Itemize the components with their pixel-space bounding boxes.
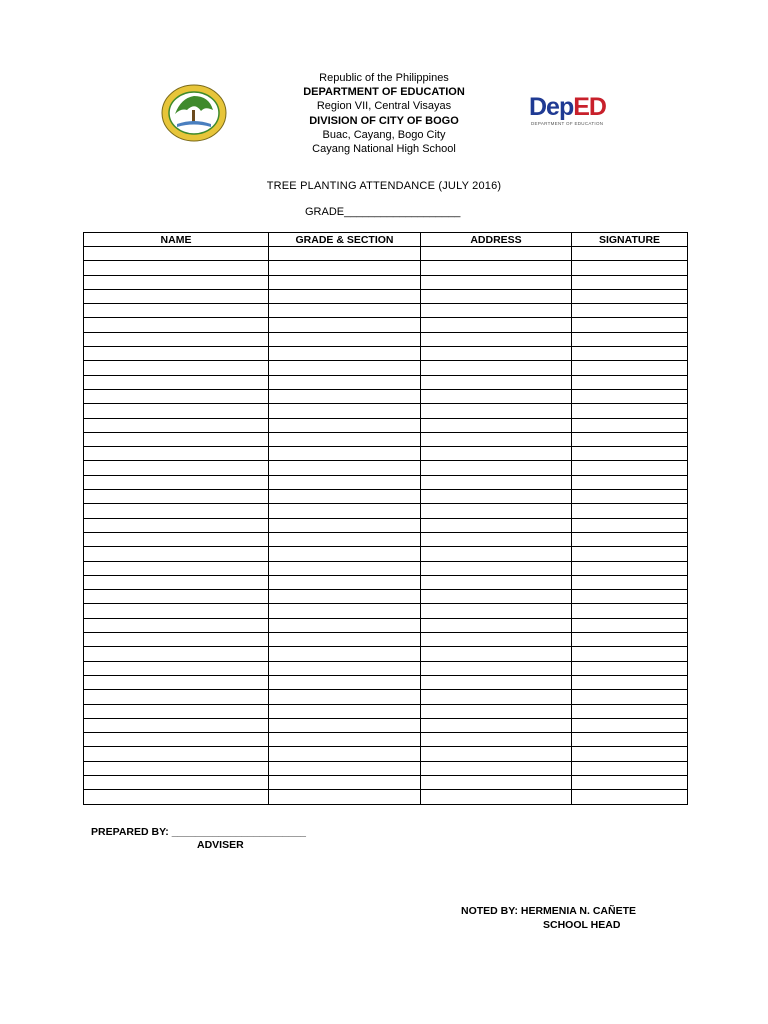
name-cell xyxy=(84,404,269,418)
grade-section-cell xyxy=(269,289,421,303)
school-seal-icon xyxy=(161,84,227,142)
address-cell xyxy=(421,775,572,789)
name-cell xyxy=(84,633,269,647)
address-cell xyxy=(421,318,572,332)
signature-cell xyxy=(572,775,688,789)
grade-section-cell xyxy=(269,704,421,718)
table-row xyxy=(84,432,688,446)
table-row xyxy=(84,575,688,589)
address-cell xyxy=(421,661,572,675)
name-cell xyxy=(84,289,269,303)
grade-section-cell xyxy=(269,761,421,775)
name-cell xyxy=(84,647,269,661)
grade-section-cell xyxy=(269,318,421,332)
signature-cell xyxy=(572,790,688,804)
signature-cell xyxy=(572,761,688,775)
table-row xyxy=(84,261,688,275)
signature-cell xyxy=(572,275,688,289)
signature-cell xyxy=(572,389,688,403)
address-cell xyxy=(421,347,572,361)
grade-section-cell xyxy=(269,575,421,589)
table-row xyxy=(84,718,688,732)
address-cell xyxy=(421,289,572,303)
address-cell xyxy=(421,604,572,618)
grade-section-cell xyxy=(269,733,421,747)
attendance-table xyxy=(83,232,688,805)
signature-cell xyxy=(572,304,688,318)
header-department: DEPARTMENT OF EDUCATION xyxy=(303,86,465,99)
column-header-grade-section: GRADE & SECTION xyxy=(269,233,421,247)
grade-section-cell xyxy=(269,461,421,475)
address-cell xyxy=(421,361,572,375)
name-cell xyxy=(84,690,269,704)
address-cell xyxy=(421,247,572,261)
grade-section-cell xyxy=(269,618,421,632)
address-cell xyxy=(421,733,572,747)
deped-logo-subtitle: DEPARTMENT OF EDUCATION xyxy=(531,121,604,126)
signature-cell xyxy=(572,461,688,475)
table-row xyxy=(84,461,688,475)
table-row xyxy=(84,289,688,303)
column-header-signature: SIGNATURE xyxy=(572,233,688,247)
grade-field: GRADE___________________ xyxy=(305,206,461,218)
grade-section-cell xyxy=(269,547,421,561)
name-cell xyxy=(84,661,269,675)
table-row xyxy=(84,590,688,604)
signature-cell xyxy=(572,704,688,718)
address-cell xyxy=(421,461,572,475)
table-row xyxy=(84,404,688,418)
school-head-label: SCHOOL HEAD xyxy=(543,919,621,931)
signature-cell xyxy=(572,518,688,532)
name-cell xyxy=(84,775,269,789)
grade-section-cell xyxy=(269,661,421,675)
address-cell xyxy=(421,532,572,546)
name-cell xyxy=(84,675,269,689)
signature-cell xyxy=(572,289,688,303)
name-cell xyxy=(84,704,269,718)
table-row xyxy=(84,690,688,704)
signature-cell xyxy=(572,318,688,332)
signature-cell xyxy=(572,447,688,461)
grade-section-cell xyxy=(269,775,421,789)
signature-cell xyxy=(572,332,688,346)
name-cell xyxy=(84,747,269,761)
signature-cell xyxy=(572,504,688,518)
signature-cell xyxy=(572,247,688,261)
table-row xyxy=(84,561,688,575)
address-cell xyxy=(421,718,572,732)
signature-cell xyxy=(572,404,688,418)
name-cell xyxy=(84,518,269,532)
signature-cell xyxy=(572,361,688,375)
table-row xyxy=(84,775,688,789)
table-row xyxy=(84,275,688,289)
grade-section-cell xyxy=(269,675,421,689)
signature-cell xyxy=(572,675,688,689)
signature-cell xyxy=(572,618,688,632)
table-row xyxy=(84,304,688,318)
grade-section-cell xyxy=(269,389,421,403)
grade-section-cell xyxy=(269,375,421,389)
header-school: Cayang National High School xyxy=(312,143,456,156)
address-cell xyxy=(421,432,572,446)
grade-section-cell xyxy=(269,532,421,546)
table-row xyxy=(84,318,688,332)
name-cell xyxy=(84,347,269,361)
grade-section-cell xyxy=(269,633,421,647)
name-cell xyxy=(84,618,269,632)
address-cell xyxy=(421,547,572,561)
grade-section-cell xyxy=(269,347,421,361)
signature-cell xyxy=(572,647,688,661)
grade-section-cell xyxy=(269,590,421,604)
table-row xyxy=(84,790,688,804)
table-row xyxy=(84,618,688,632)
address-cell xyxy=(421,418,572,432)
address-cell xyxy=(421,389,572,403)
table-row xyxy=(84,332,688,346)
name-cell xyxy=(84,432,269,446)
deped-logo-text-ed: ED xyxy=(573,93,606,121)
signature-cell xyxy=(572,690,688,704)
address-cell xyxy=(421,261,572,275)
signature-cell xyxy=(572,418,688,432)
table-row xyxy=(84,375,688,389)
header-address: Buac, Cayang, Bogo City xyxy=(322,128,446,141)
grade-section-cell xyxy=(269,475,421,489)
grade-section-cell xyxy=(269,361,421,375)
signature-cell xyxy=(572,590,688,604)
table-row xyxy=(84,647,688,661)
name-cell xyxy=(84,275,269,289)
grade-section-cell xyxy=(269,561,421,575)
name-cell xyxy=(84,261,269,275)
grade-section-cell xyxy=(269,332,421,346)
grade-section-cell xyxy=(269,747,421,761)
deped-logo-icon xyxy=(529,93,606,130)
address-cell xyxy=(421,447,572,461)
column-header-name: NAME xyxy=(84,233,269,247)
name-cell xyxy=(84,504,269,518)
grade-section-cell xyxy=(269,790,421,804)
signature-cell xyxy=(572,718,688,732)
name-cell xyxy=(84,332,269,346)
address-cell xyxy=(421,647,572,661)
adviser-label: ADVISER xyxy=(197,839,244,851)
name-cell xyxy=(84,389,269,403)
grade-section-cell xyxy=(269,504,421,518)
grade-section-cell xyxy=(269,247,421,261)
table-row xyxy=(84,547,688,561)
table-row xyxy=(84,418,688,432)
column-header-address: ADDRESS xyxy=(421,233,572,247)
address-cell xyxy=(421,790,572,804)
name-cell xyxy=(84,490,269,504)
address-cell xyxy=(421,633,572,647)
name-cell xyxy=(84,461,269,475)
grade-section-cell xyxy=(269,604,421,618)
address-cell xyxy=(421,332,572,346)
signature-cell xyxy=(572,733,688,747)
grade-section-cell xyxy=(269,718,421,732)
name-cell xyxy=(84,447,269,461)
signature-cell xyxy=(572,432,688,446)
address-cell xyxy=(421,704,572,718)
name-cell xyxy=(84,761,269,775)
address-cell xyxy=(421,475,572,489)
table-row xyxy=(84,761,688,775)
signature-cell xyxy=(572,604,688,618)
address-cell xyxy=(421,375,572,389)
table-header-row xyxy=(84,233,688,247)
name-cell xyxy=(84,318,269,332)
name-cell xyxy=(84,575,269,589)
signature-cell xyxy=(572,375,688,389)
noted-by-line: NOTED BY: HERMENIA N. CAÑETE xyxy=(461,905,637,917)
grade-section-cell xyxy=(269,418,421,432)
address-cell xyxy=(421,561,572,575)
signature-cell xyxy=(572,661,688,675)
grade-section-cell xyxy=(269,518,421,532)
name-cell xyxy=(84,547,269,561)
address-cell xyxy=(421,690,572,704)
name-cell xyxy=(84,375,269,389)
signature-cell xyxy=(572,475,688,489)
name-cell xyxy=(84,790,269,804)
table-row xyxy=(84,532,688,546)
table-row xyxy=(84,361,688,375)
grade-section-cell xyxy=(269,690,421,704)
name-cell xyxy=(84,361,269,375)
address-cell xyxy=(421,404,572,418)
address-cell xyxy=(421,490,572,504)
table-row xyxy=(84,704,688,718)
name-cell xyxy=(84,590,269,604)
grade-section-cell xyxy=(269,404,421,418)
address-cell xyxy=(421,590,572,604)
name-cell xyxy=(84,532,269,546)
header-division: DIVISION OF CITY OF BOGO xyxy=(309,114,459,127)
address-cell xyxy=(421,504,572,518)
grade-section-cell xyxy=(269,432,421,446)
address-cell xyxy=(421,618,572,632)
header-region: Region VII, Central Visayas xyxy=(316,100,452,113)
deped-logo-text-dep: Dep xyxy=(529,93,574,121)
name-cell xyxy=(84,247,269,261)
address-cell xyxy=(421,761,572,775)
name-cell xyxy=(84,604,269,618)
table-row xyxy=(84,604,688,618)
signature-cell xyxy=(572,532,688,546)
address-cell xyxy=(421,518,572,532)
table-row xyxy=(84,447,688,461)
grade-section-cell xyxy=(269,647,421,661)
name-cell xyxy=(84,718,269,732)
address-cell xyxy=(421,675,572,689)
header-republic: Republic of the Philippines xyxy=(319,72,449,84)
table-row xyxy=(84,747,688,761)
table-row xyxy=(84,490,688,504)
signature-cell xyxy=(572,747,688,761)
signature-cell xyxy=(572,561,688,575)
document-header xyxy=(234,71,534,156)
table-row xyxy=(84,347,688,361)
address-cell xyxy=(421,575,572,589)
signature-cell xyxy=(572,575,688,589)
signature-cell xyxy=(572,490,688,504)
prepared-by-line: PREPARED BY: _______________________ xyxy=(91,826,307,838)
signature-cell xyxy=(572,633,688,647)
table-row xyxy=(84,661,688,675)
signature-cell xyxy=(572,261,688,275)
grade-section-cell xyxy=(269,447,421,461)
table-row xyxy=(84,675,688,689)
address-cell xyxy=(421,304,572,318)
table-row xyxy=(84,633,688,647)
grade-section-cell xyxy=(269,490,421,504)
name-cell xyxy=(84,304,269,318)
grade-section-cell xyxy=(269,261,421,275)
table-row xyxy=(84,475,688,489)
page-title: TREE PLANTING ATTENDANCE (JULY 2016) xyxy=(266,180,502,192)
table-row xyxy=(84,247,688,261)
signature-cell xyxy=(572,347,688,361)
address-cell xyxy=(421,747,572,761)
table-row xyxy=(84,389,688,403)
signature-cell xyxy=(572,547,688,561)
table-row xyxy=(84,733,688,747)
grade-section-cell xyxy=(269,275,421,289)
name-cell xyxy=(84,561,269,575)
table-row xyxy=(84,504,688,518)
name-cell xyxy=(84,733,269,747)
name-cell xyxy=(84,418,269,432)
address-cell xyxy=(421,275,572,289)
grade-section-cell xyxy=(269,304,421,318)
table-row xyxy=(84,518,688,532)
attendance-rows xyxy=(84,247,688,805)
name-cell xyxy=(84,475,269,489)
